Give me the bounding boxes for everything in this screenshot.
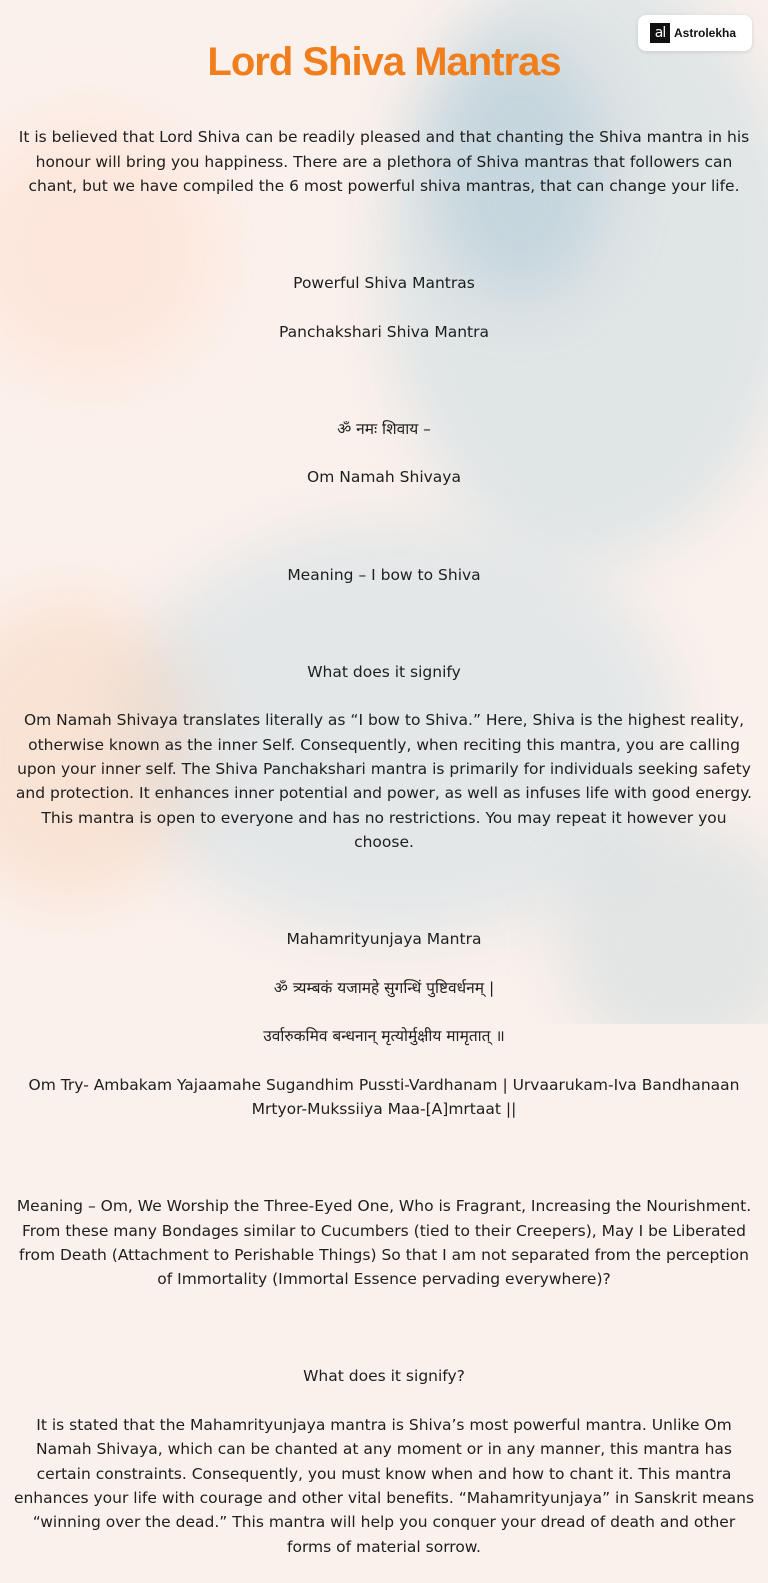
panchakshari-title: Panchakshari Shiva Mantra xyxy=(278,322,489,341)
page-title: Lord Shiva Mantras xyxy=(207,40,561,84)
mahamrityunjaya-meaning: Meaning – Om, We Worship the Three-Eyed One, Who is Fragrant, Increasing the Nourishment. From these many Bondages similar to Cucumbers (tied to their Creepers), May I be Liberated from Death (Attachment to Perishable Things) So that I am not separated from the perception of Immortality (Immortal Essence pervading everywhere)? xyxy=(16,1197,752,1289)
mahamrityunjaya-sanskrit-line1: ॐ त्र्यम्बकं यजामहे सुगन्धिं पुष्टिवर्धनम् | xyxy=(273,978,495,997)
panchakshari-signify-heading: What does it signify xyxy=(307,662,461,681)
panchakshari-transliteration: Om Namah Shivaya xyxy=(307,468,461,487)
brand-mark: al xyxy=(650,23,670,43)
panchakshari-sanskrit: ॐ नमः शिवाय – xyxy=(337,419,431,438)
mahamrityunjaya-sanskrit-line2: उर्वारुकमिव बन्धनान् मृत्योर्मुक्षीय मामृतात् ॥ xyxy=(263,1027,505,1046)
mahamrityunjaya-signify-heading: What does it signify? xyxy=(303,1367,465,1386)
mahamrityunjaya-transliteration: Om Try- Ambakam Yajaamahe Sugandhim Pussti-Vardhanam | Urvaarukam-Iva Bandhanaan Mrtyor-Mukssiiya Maa-[A]mrtaat || xyxy=(28,1075,740,1119)
panchakshari-signify-text: Om Namah Shivaya translates literally as “I bow to Shiva.” Here, Shiva is the highest reality, otherwise known as the inner Self. Consequently, when reciting this mantra, you are calling upon your inner self. The Shiva Panchakshari mantra is primarily for individuals seeking safety and protection. It enhances inner potential and power, as well as infuses life with good energy. This mantra is open to everyone and has no restrictions. You may repeat it however you choose. xyxy=(15,711,753,851)
section-heading: Powerful Shiva Mantras xyxy=(293,274,475,293)
panchakshari-meaning: Meaning – I bow to Shiva xyxy=(287,565,481,584)
article-body xyxy=(10,101,758,1583)
brand-name: Astrolekha xyxy=(674,26,737,40)
mahamrityunjaya-title: Mahamrityunjaya Mantra xyxy=(286,930,482,949)
mahamrityunjaya-signify-text: It is stated that the Mahamrityunjaya mantra is Shiva’s most powerful mantra. Unlike Om Namah Shivaya, which can be chanted at any moment or in any manner, this mantra has certain constraints. Consequently, you must know when and how to chant it. This mantra enhances your life with courage and other vital benefits. “Mahamrityunjaya” in Sanskrit means “winning over the dead.” This mantra will help you conquer your dread of death and other forms of material sorrow. xyxy=(13,1416,755,1556)
intro-paragraph: It is believed that Lord Shiva can be readily pleased and that chanting the Shiva mantra in his honour will bring you happiness. There are a plethora of Shiva mantras that followers can chant, but we have compiled the 6 most powerful shiva mantras, that can change your life. xyxy=(18,128,750,195)
